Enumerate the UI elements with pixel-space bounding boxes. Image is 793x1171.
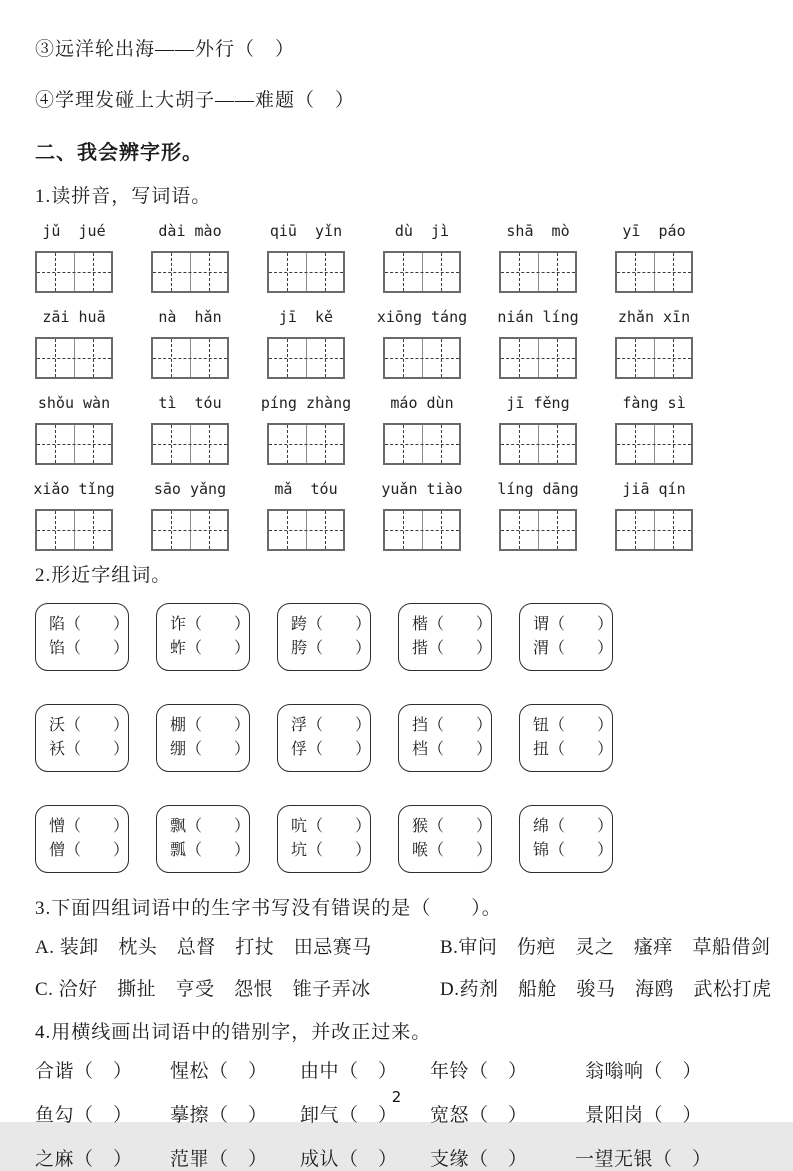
pair-line: 瓢（ ）: [170, 842, 251, 859]
pinyin-text: zāi huā: [42, 308, 106, 326]
pair-line: 揩（ ）: [412, 640, 493, 657]
q4-word: 年铃（ ）: [430, 1061, 528, 1082]
grid-cell: [539, 339, 576, 377]
word-pair-box: [519, 704, 613, 772]
pinyin-word-cell: [615, 392, 693, 465]
grid-cell: [501, 511, 539, 549]
word-pair-box: [519, 805, 613, 873]
grid-cell: [75, 425, 112, 463]
writing-grid-box: [151, 509, 229, 551]
grid-cell: [191, 339, 228, 377]
pinyin-text: dài mào: [158, 222, 222, 240]
option-d: D.药剂 船舱 骏马 海鸥 武松打虎: [440, 979, 772, 1000]
pinyin-text: shā mò: [506, 222, 570, 240]
pinyin-word-cell: [499, 306, 577, 379]
q2-title: 2.形近字组词。: [35, 565, 172, 586]
pair-line: 谓（ ）: [533, 616, 614, 633]
pinyin-word-cell: [499, 478, 577, 551]
pair-line: 喉（ ）: [412, 842, 493, 859]
pinyin-word-cell: [151, 478, 229, 551]
grid-cell: [423, 253, 460, 291]
pinyin-word-cell: [35, 306, 113, 379]
grid-cell: [423, 511, 460, 549]
grid-cell: [191, 253, 228, 291]
pinyin-word-cell: [499, 220, 577, 293]
pair-line: 跨（ ）: [291, 616, 372, 633]
pinyin-row: [35, 392, 758, 465]
pair-line: 档（ ）: [412, 741, 493, 758]
writing-grid-box: [615, 337, 693, 379]
grid-cell: [617, 253, 655, 291]
writing-grid-box: [499, 509, 577, 551]
writing-grid-box: [383, 423, 461, 465]
pinyin-text: mǎ tóu: [274, 480, 338, 498]
pinyin-word-cell: [151, 392, 229, 465]
grid-cell: [153, 511, 191, 549]
page-number: 2: [391, 1088, 402, 1106]
pinyin-word-cell: [260, 392, 352, 465]
grid-cell: [501, 253, 539, 291]
pair-line: 扭（ ）: [533, 741, 614, 758]
q4-word: 之麻（ ）: [35, 1149, 133, 1170]
pinyin-row: [35, 306, 758, 379]
pinyin-word-cell: [615, 220, 693, 293]
writing-grid-box: [499, 337, 577, 379]
pair-line: 吭（ ）: [291, 818, 372, 835]
grid-cell: [307, 339, 344, 377]
grid-cell: [617, 511, 655, 549]
grid-cell: [501, 339, 539, 377]
pair-line: 猴（ ）: [412, 818, 493, 835]
option-a: A. 装卸 枕头 总督 打扙 田忌赛马: [35, 937, 372, 958]
q4-word: 成认（ ）: [300, 1149, 398, 1170]
writing-grid-box: [499, 423, 577, 465]
q4-word: 卸气（ ）: [300, 1105, 398, 1126]
pinyin-word-cell: [151, 220, 229, 293]
q4-word: 鱼勾（ ）: [35, 1105, 133, 1126]
pinyin-word-cell: [267, 220, 345, 293]
grid-cell: [539, 425, 576, 463]
writing-grid-box: [267, 509, 345, 551]
writing-grid-box: [383, 509, 461, 551]
q4-word: 翁嗡响（ ）: [585, 1061, 703, 1082]
grid-cell: [75, 339, 112, 377]
writing-grid-box: [35, 251, 113, 293]
word-pair-box: [156, 805, 250, 873]
pair-line: 僧（ ）: [49, 842, 130, 859]
pair-line: 渭（ ）: [533, 640, 614, 657]
writing-grid-box: [499, 251, 577, 293]
word-pair-box: [35, 704, 129, 772]
pinyin-word-cell: [383, 220, 461, 293]
pinyin-word-cell: [615, 478, 693, 551]
grid-cell: [423, 339, 460, 377]
pair-line: 挡（ ）: [412, 717, 493, 734]
grid-cell: [37, 253, 75, 291]
pinyin-text: yuǎn tiào: [381, 480, 463, 498]
pinyin-text: jǔ jué: [42, 222, 106, 240]
pinyin-text: nián líng: [497, 308, 579, 326]
grid-cell: [385, 511, 423, 549]
pinyin-row: [35, 478, 758, 551]
q4-word: 惺松（ ）: [170, 1061, 268, 1082]
pinyin-word-cell: [267, 306, 345, 379]
pinyin-text: jī fěng: [506, 394, 570, 412]
grid-cell: [75, 253, 112, 291]
pinyin-text: máo dùn: [390, 394, 454, 412]
pair-line: 棚（ ）: [170, 717, 251, 734]
q4-word: 景阳岗（ ）: [585, 1105, 703, 1126]
pinyin-text: shǒu wàn: [37, 394, 111, 412]
pair-line: 楷（ ）: [412, 616, 493, 633]
grid-cell: [37, 425, 75, 463]
grid-cell: [655, 511, 692, 549]
grid-cell: [655, 253, 692, 291]
pinyin-text: jī kě: [278, 308, 334, 326]
pinyin-text: nà hǎn: [158, 308, 222, 326]
grid-cell: [423, 425, 460, 463]
grid-cell: [617, 425, 655, 463]
grid-cell: [539, 253, 576, 291]
q1-title: 1.读拼音，写词语。: [35, 186, 212, 207]
pair-line: 坑（ ）: [291, 842, 372, 859]
pinyin-text: jiā qín: [622, 480, 686, 498]
pair-line: 陷（ ）: [49, 616, 130, 633]
pinyin-word-cell: [35, 392, 113, 465]
pinyin-text: zhǎn xīn: [617, 308, 691, 326]
grid-cell: [191, 511, 228, 549]
pair-line: 绷（ ）: [170, 741, 251, 758]
grid-cell: [655, 425, 692, 463]
pair-line: 胯（ ）: [291, 640, 372, 657]
grid-cell: [153, 253, 191, 291]
pinyin-word-cell: [267, 478, 345, 551]
pair-line: 蚱（ ）: [170, 640, 251, 657]
grid-cell: [75, 511, 112, 549]
grid-cell: [307, 511, 344, 549]
pinyin-word-cell: [615, 306, 693, 379]
grid-cell: [385, 253, 423, 291]
pair-box-row: [35, 704, 758, 772]
pair-line: 袄（ ）: [49, 741, 130, 758]
option-c: C. 洽好 撕扯 亨受 怨恨 锥子弄冰: [35, 979, 371, 1000]
word-pair-box: [277, 603, 371, 671]
q4-word: 由中（ ）: [300, 1061, 398, 1082]
pinyin-text: qiū yǐn: [269, 222, 343, 240]
grid-cell: [385, 339, 423, 377]
grid-cell: [539, 511, 576, 549]
word-pair-box: [277, 805, 371, 873]
writing-grid-box: [383, 337, 461, 379]
pinyin-text: fàng sì: [622, 394, 686, 412]
pair-line: 憎（ ）: [49, 818, 130, 835]
pinyin-text: xiōng táng: [376, 308, 468, 326]
grid-cell: [153, 339, 191, 377]
pinyin-text: dù jì: [394, 222, 450, 240]
idiom-item-4: ④学理发碰上大胡子——难题（ ）: [35, 90, 356, 111]
writing-grid-box: [383, 251, 461, 293]
pair-line: 浮（ ）: [291, 717, 372, 734]
pinyin-text: sāo yǎng: [153, 480, 227, 498]
q3-title: 3.下面四组词语中的生字书写没有错误的是（ ）。: [35, 898, 502, 919]
pair-line: 沃（ ）: [49, 717, 130, 734]
q4-title: 4.用横线画出词语中的错别字，并改正过来。: [35, 1022, 432, 1043]
grid-cell: [307, 253, 344, 291]
q4-word-row: [35, 1144, 758, 1171]
writing-grid-box: [35, 337, 113, 379]
grid-cell: [617, 339, 655, 377]
grid-cell: [385, 425, 423, 463]
pinyin-word-cell: [35, 220, 113, 293]
pinyin-text: xiǎo tǐng: [33, 480, 115, 498]
writing-grid-box: [615, 509, 693, 551]
pair-line: 俘（ ）: [291, 741, 372, 758]
grid-cell: [501, 425, 539, 463]
grid-cell: [191, 425, 228, 463]
writing-grid-box: [615, 251, 693, 293]
section-two-heading: 二、我会辨字形。: [35, 142, 203, 164]
pair-line: 锦（ ）: [533, 842, 614, 859]
writing-grid-box: [151, 337, 229, 379]
word-pair-box: [156, 603, 250, 671]
grid-cell: [269, 253, 307, 291]
word-pair-box: [277, 704, 371, 772]
grid-cell: [269, 339, 307, 377]
grid-cell: [655, 339, 692, 377]
grid-cell: [269, 425, 307, 463]
pair-box-row: [35, 603, 758, 671]
writing-grid-box: [35, 509, 113, 551]
word-pair-box: [35, 805, 129, 873]
q4-word: 一望无银（ ）: [575, 1149, 712, 1170]
q3-option-grid: [35, 932, 772, 1001]
q4-word: 宽怒（ ）: [430, 1105, 528, 1126]
pinyin-text: píng zhàng: [260, 394, 352, 412]
pinyin-word-cell: [151, 306, 229, 379]
word-pair-box: [398, 603, 492, 671]
word-pair-box: [156, 704, 250, 772]
writing-grid-box: [35, 423, 113, 465]
pair-box-row: [35, 805, 758, 873]
grid-cell: [153, 425, 191, 463]
grid-cell: [307, 425, 344, 463]
pinyin-word-cell: [376, 306, 468, 379]
pinyin-word-cell: [383, 478, 461, 551]
pinyin-text: líng dāng: [497, 480, 579, 498]
pair-line: 绵（ ）: [533, 818, 614, 835]
writing-grid-box: [267, 337, 345, 379]
word-pair-box: [519, 603, 613, 671]
word-pair-box: [398, 805, 492, 873]
pair-line: 诈（ ）: [170, 616, 251, 633]
writing-grid-box: [615, 423, 693, 465]
pinyin-word-cell: [499, 392, 577, 465]
pair-line: 馅（ ）: [49, 640, 130, 657]
writing-grid-box: [267, 251, 345, 293]
writing-grid-box: [151, 423, 229, 465]
pinyin-text: tì tóu: [158, 394, 222, 412]
pinyin-row: [35, 220, 758, 293]
pair-line: 飘（ ）: [170, 818, 251, 835]
word-pair-box: [35, 603, 129, 671]
q4-word-row: [35, 1056, 758, 1083]
grid-cell: [37, 339, 75, 377]
grid-cell: [37, 511, 75, 549]
q4-word: 合谐（ ）: [35, 1061, 133, 1082]
q4-word: 摹擦（ ）: [170, 1105, 268, 1126]
idiom-item-3: ③远洋轮出海——外行（ ）: [35, 39, 296, 60]
q4-word: 支缘（ ）: [430, 1149, 528, 1170]
writing-grid-box: [151, 251, 229, 293]
q4-word: 范罪（ ）: [170, 1149, 268, 1170]
option-b: B.审问 伤疤 灵之 瘙痒 草船借剑: [440, 937, 771, 958]
word-pair-box: [398, 704, 492, 772]
writing-grid-box: [267, 423, 345, 465]
grid-cell: [269, 511, 307, 549]
pinyin-text: yī páo: [622, 222, 686, 240]
pinyin-word-cell: [383, 392, 461, 465]
pinyin-word-cell: [35, 478, 113, 551]
pair-line: 钮（ ）: [533, 717, 614, 734]
